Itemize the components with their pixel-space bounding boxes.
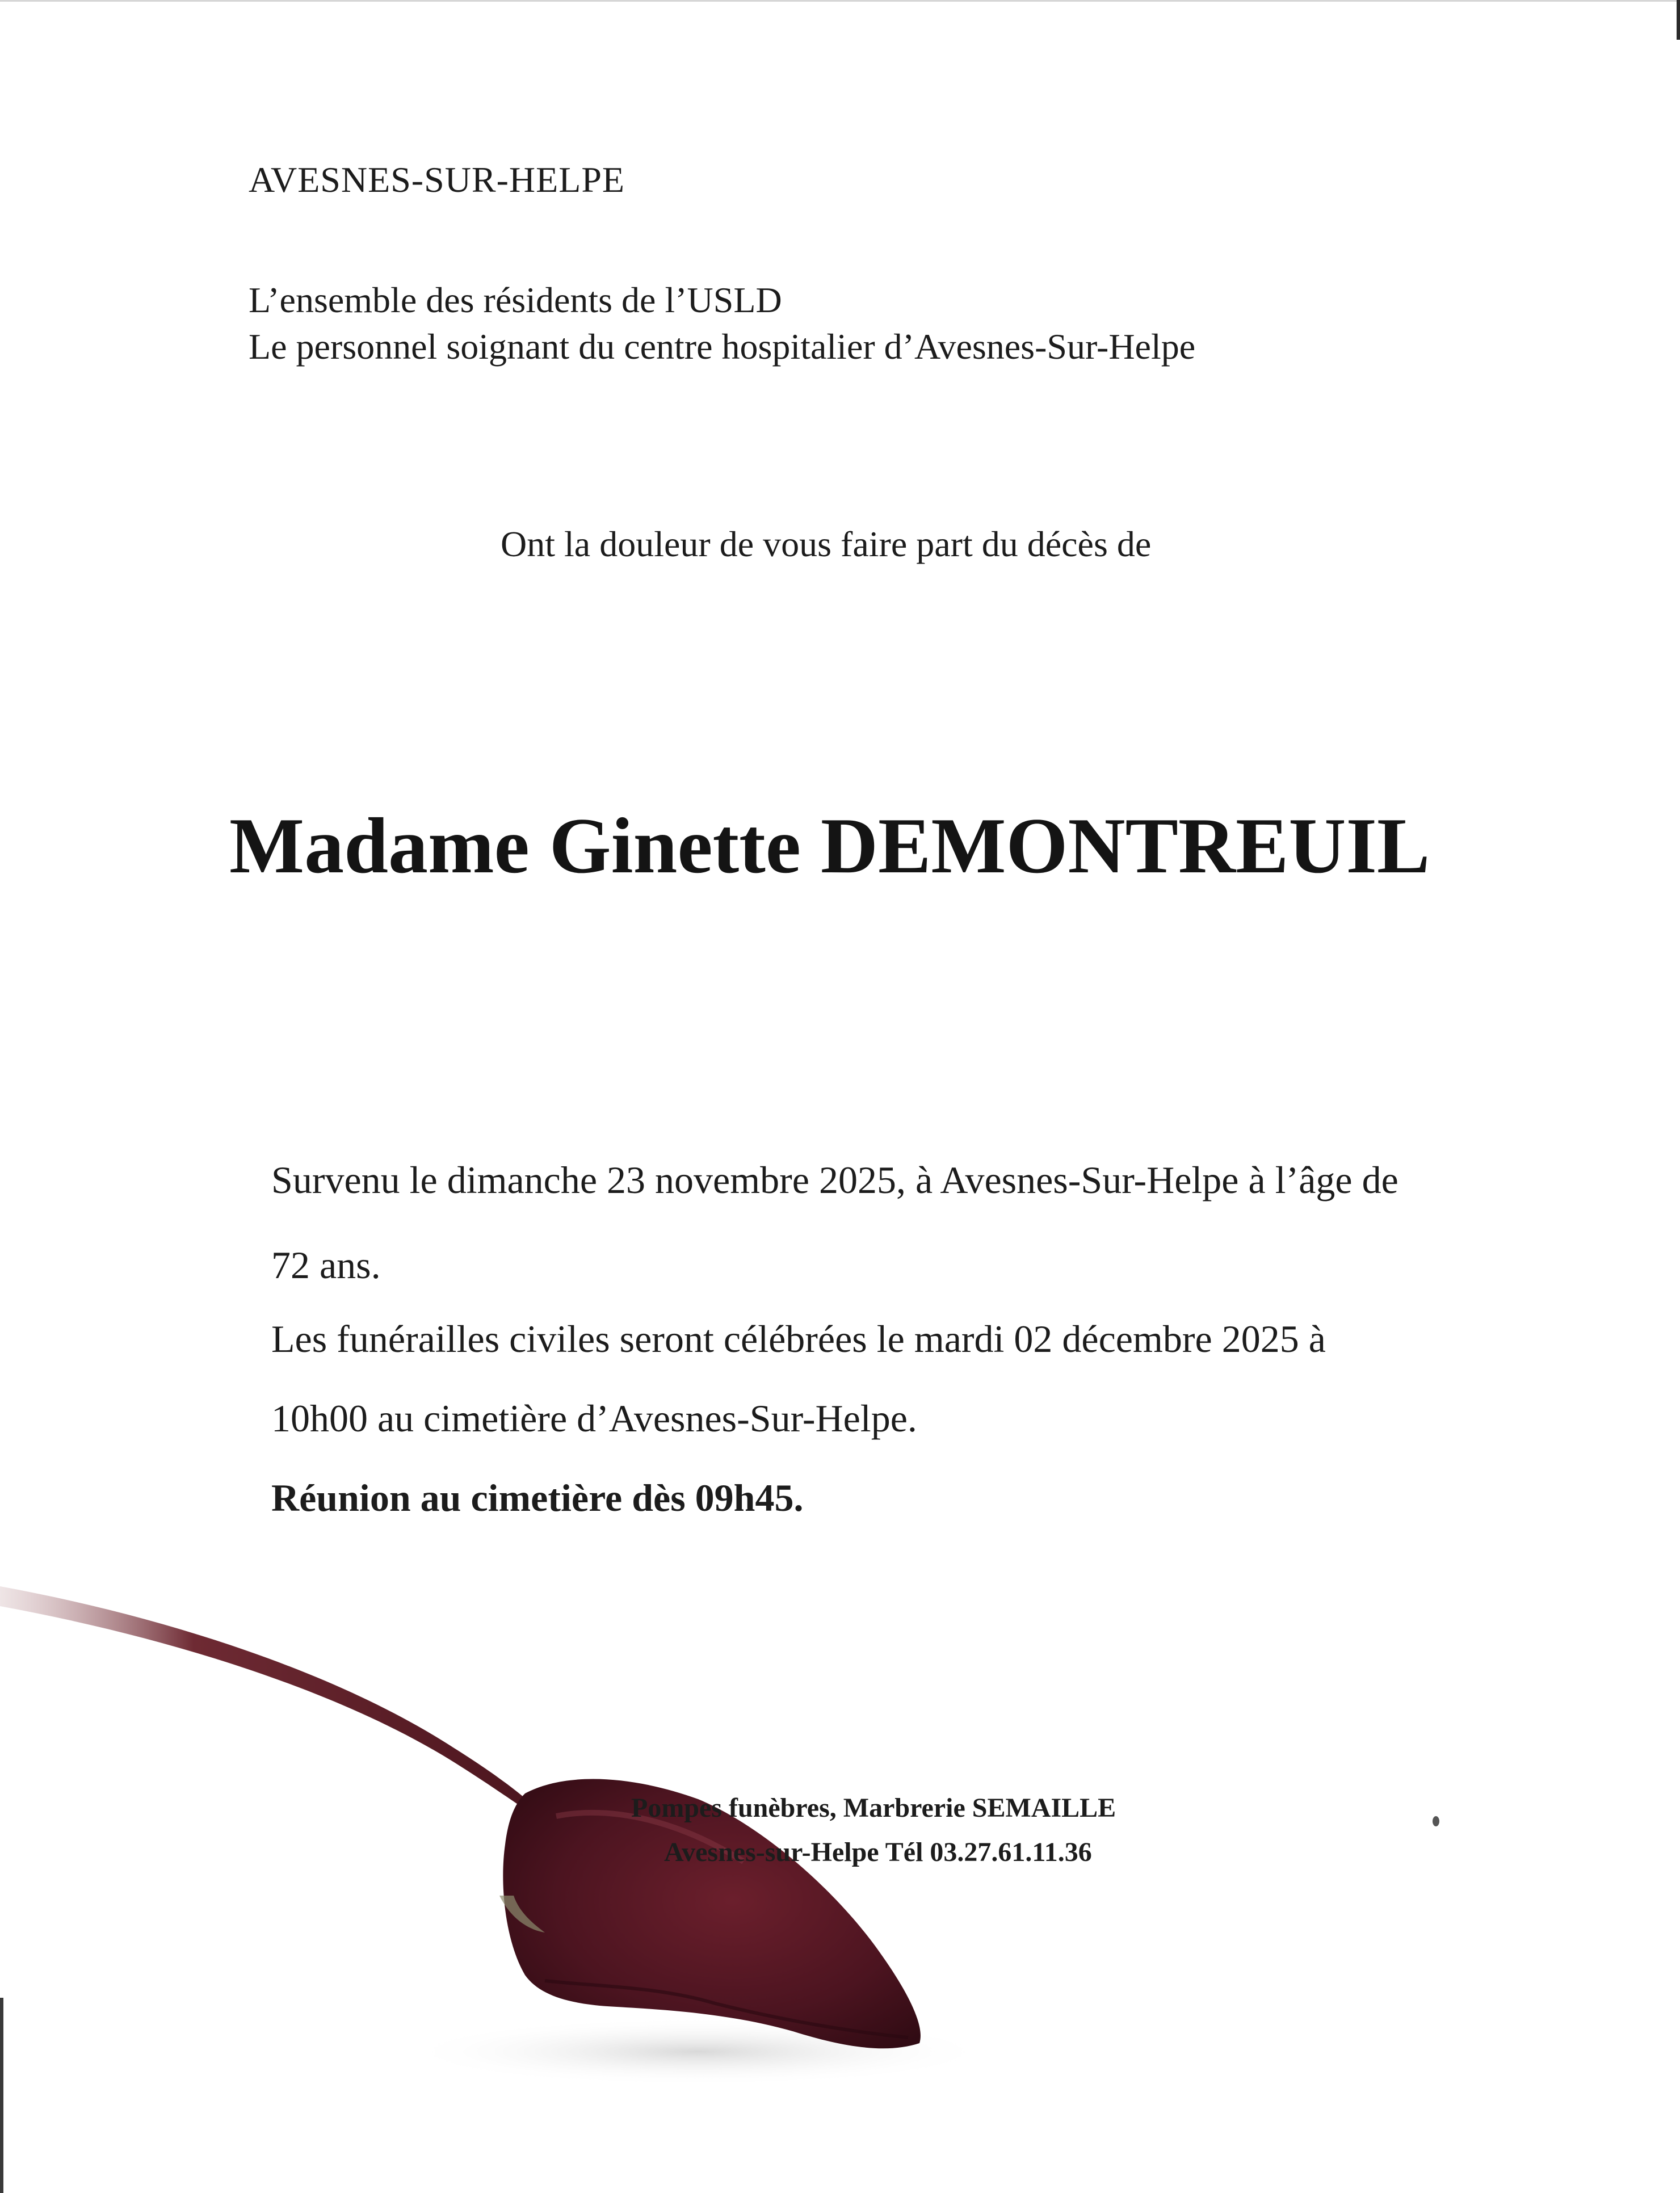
town-heading: AVESNES-SUR-HELPE bbox=[249, 159, 625, 200]
meeting-notice: Réunion au cimetière dès 09h45. bbox=[271, 1476, 804, 1519]
deceased-name: Madame Ginette DEMONTREUIL bbox=[229, 802, 1430, 890]
funeral-home-contact: Avesnes-sur-Helpe Tél 03.27.61.11.36 bbox=[664, 1837, 1092, 1867]
details-line: 72 ans. bbox=[271, 1243, 381, 1287]
details-line: Survenu le dimanche 23 novembre 2025, à Avesnes-Sur-Helpe à l’âge de bbox=[271, 1158, 1398, 1201]
funeral-home-name: Pompes funèbres, Marbrerie SEMAILLE bbox=[631, 1793, 1116, 1823]
scan-edge-top bbox=[0, 0, 1680, 2]
details-line: Les funérailles civiles seront célébrées le mardi 02 décembre 2025 à bbox=[271, 1317, 1326, 1360]
flower-stem bbox=[0, 1586, 553, 1828]
details-line: 10h00 au cimetière d’Avesnes-Sur-Helpe. bbox=[271, 1397, 917, 1440]
sender-line: L’ensemble des résidents de l’USLD bbox=[249, 280, 782, 320]
scan-edge-right bbox=[1677, 0, 1680, 40]
sender-line: Le personnel soignant du centre hospitalier d’Avesnes-Sur-Helpe bbox=[249, 326, 1196, 367]
scan-speck bbox=[1433, 1816, 1439, 1826]
announcement-text: Ont la douleur de vous faire part du décès de bbox=[501, 524, 1152, 564]
